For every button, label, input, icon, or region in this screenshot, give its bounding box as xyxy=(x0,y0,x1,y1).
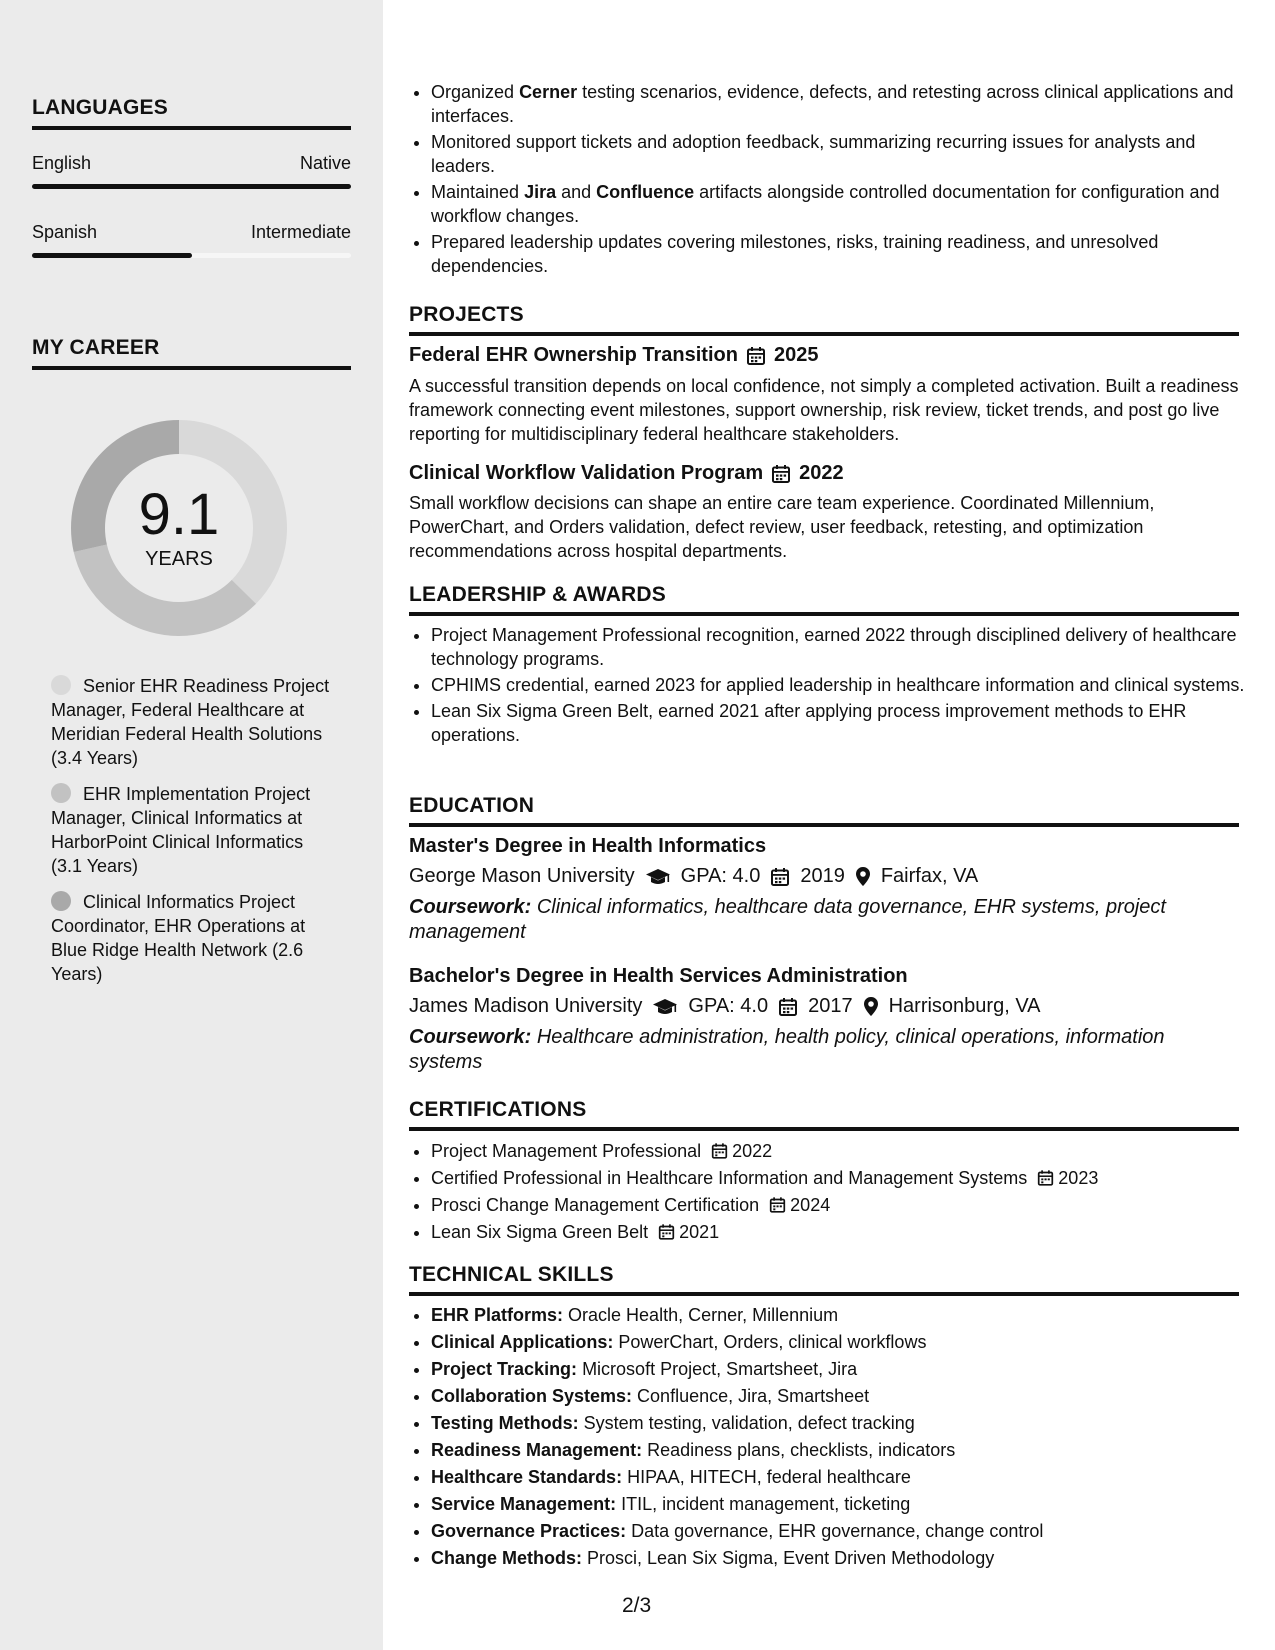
list-item: • Lean Six Sigma Green Belt, earned 2021 after applying process improvement methods to EHR operations. xyxy=(431,699,1249,747)
years-label: YEARS xyxy=(145,547,213,570)
calendar-icon xyxy=(1037,1169,1054,1187)
career-item-text: EHR Implementation Project Manager, Clinical Informatics at HarborPoint Clinical Informatics (3.1 Years) xyxy=(51,784,311,876)
career-legend-dot xyxy=(51,891,71,911)
school-name: James Madison University xyxy=(409,995,643,1017)
location: Harrisonburg, VA xyxy=(888,995,1041,1017)
calendar-icon xyxy=(771,464,791,484)
skills-list xyxy=(409,1302,1249,1572)
list-item: • EHR Platforms: Oracle Health, Cerner, Millennium xyxy=(431,1302,1249,1329)
list-item: • Monitored support tickets and adoption feedback, summarizing recurring issues for analysts and leaders. xyxy=(431,130,1249,178)
list-item: • Project Management Professional recognition, earned 2022 through disciplined delivery of healthcare technology programs. xyxy=(431,623,1249,671)
language-row-english xyxy=(32,153,351,174)
list-item: • Readiness Management: Readiness plans, checklists, indicators xyxy=(431,1437,1249,1464)
list-item: • Service Management: ITIL, incident management, ticketing xyxy=(431,1491,1249,1518)
language-level: Native xyxy=(299,153,351,173)
calendar-icon xyxy=(778,997,798,1017)
graduation-cap-icon xyxy=(645,867,671,887)
certifications-heading: CERTIFICATIONS xyxy=(409,1098,1239,1131)
list-item: • Clinical Applications: PowerChart, Orders, clinical workflows xyxy=(431,1329,1249,1356)
project-title: Clinical Workflow Validation Program 2022 xyxy=(409,462,844,484)
language-name: Spanish xyxy=(32,222,98,242)
list-item: • Testing Methods: System testing, validation, defect tracking xyxy=(431,1410,1249,1437)
list-item: • Certified Professional in Healthcare Information and Management Systems 2023 xyxy=(431,1166,1249,1190)
list-item: • Prosci Change Management Certification 2024 xyxy=(431,1193,1249,1217)
career-item xyxy=(51,674,336,770)
certifications-list xyxy=(409,1139,1249,1247)
total-years-number: 9.1 xyxy=(138,481,220,547)
skills-heading: TECHNICAL SKILLS xyxy=(409,1263,1239,1296)
leadership-heading: LEADERSHIP & AWARDS xyxy=(409,583,1239,616)
calendar-icon xyxy=(746,346,766,366)
language-name: English xyxy=(32,153,92,173)
calendar-icon xyxy=(770,867,790,887)
career-donut-center xyxy=(64,413,294,643)
education-heading: EDUCATION xyxy=(409,794,1239,827)
language-row-spanish xyxy=(32,222,351,243)
map-pin-icon xyxy=(863,996,879,1017)
language-level: Intermediate xyxy=(250,222,351,242)
list-item: • Maintained Jira and Confluence artifacts alongside controlled documentation for configuration and workflow changes. xyxy=(431,180,1249,228)
project-title: Federal EHR Ownership Transition 2025 xyxy=(409,344,819,366)
leadership-list xyxy=(409,623,1249,749)
list-item: • Lean Six Sigma Green Belt 2021 xyxy=(431,1220,1249,1244)
coursework: Coursework: Healthcare administration, health policy, clinical operations, information systems xyxy=(409,1026,1165,1073)
list-item: • Governance Practices: Data governance, EHR governance, change control xyxy=(431,1518,1249,1545)
project-description: Small workflow decisions can shape an entire care team experience. Coordinated Millennium, PowerChart, and Orders validation, defect review, user feedback, retesting, and optimization recommendations across hospital departments. xyxy=(409,493,1155,561)
language-bar-english xyxy=(32,184,351,189)
language-bar-fill xyxy=(32,253,192,258)
career-legend-dot xyxy=(51,675,71,695)
graduation-year: 2017 xyxy=(808,995,853,1017)
career-item xyxy=(51,890,336,986)
school-name: George Mason University xyxy=(409,865,635,887)
career-item-text: Senior EHR Readiness Project Manager, Federal Healthcare at Meridian Federal Health Solutions (3.4 Years) xyxy=(51,676,330,768)
calendar-icon xyxy=(711,1142,728,1160)
list-item: • Collaboration Systems: Confluence, Jira, Smartsheet xyxy=(431,1383,1249,1410)
list-item: • Healthcare Standards: HIPAA, HITECH, federal healthcare xyxy=(431,1464,1249,1491)
degree-title: Bachelor's Degree in Health Services Administration xyxy=(409,965,908,987)
graduation-year: 2019 xyxy=(800,865,845,887)
list-item: • Project Tracking: Microsoft Project, Smartsheet, Jira xyxy=(431,1356,1249,1383)
language-bar-fill xyxy=(32,184,351,189)
project-description: A successful transition depends on local confidence, not simply a completed activation. Built a readiness framework connecting event milestones, support ownership, risk review, ticket trends, and post go live reporting for multidisciplinary federal healthcare stakeholders. xyxy=(409,376,1239,444)
project-year: 2022 xyxy=(799,462,844,484)
experience-bullets xyxy=(409,80,1249,280)
coursework: Coursework: Clinical informatics, healthcare data governance, EHR systems, project management xyxy=(409,896,1166,943)
career-item-text: Clinical Informatics Project Coordinator, EHR Operations at Blue Ridge Health Network (2.6 Years) xyxy=(51,892,306,984)
list-item: • CPHIMS credential, earned 2023 for applied leadership in healthcare information and clinical systems. xyxy=(431,673,1249,697)
education-details xyxy=(409,865,978,888)
calendar-icon xyxy=(658,1223,675,1241)
projects-heading: PROJECTS xyxy=(409,303,1239,336)
location: Fairfax, VA xyxy=(880,865,979,887)
career-item xyxy=(51,782,336,878)
project-year: 2025 xyxy=(773,344,819,366)
language-bar-spanish xyxy=(32,253,351,258)
list-item: • Organized Cerner testing scenarios, evidence, defects, and retesting across clinical applications and interfaces. xyxy=(431,80,1249,128)
list-item: • Prepared leadership updates covering milestones, risks, training readiness, and unresolved dependencies. xyxy=(431,230,1249,278)
career-list xyxy=(51,674,336,998)
education-details xyxy=(409,995,1041,1018)
calendar-icon xyxy=(769,1196,786,1214)
gpa: GPA: 4.0 xyxy=(680,865,761,887)
career-legend-dot xyxy=(51,783,71,803)
list-item: • Change Methods: Prosci, Lean Six Sigma, Event Driven Methodology xyxy=(431,1545,1249,1572)
languages-heading: LANGUAGES xyxy=(32,96,351,130)
sidebar xyxy=(0,0,383,1650)
list-item: • Project Management Professional 2022 xyxy=(431,1139,1249,1163)
degree-title: Master's Degree in Health Informatics xyxy=(409,835,767,857)
graduation-cap-icon xyxy=(652,997,678,1017)
gpa: GPA: 4.0 xyxy=(688,995,769,1017)
career-heading: MY CAREER xyxy=(32,336,351,370)
main-content xyxy=(383,0,1275,1650)
page-number: 2/3 xyxy=(622,1594,652,1617)
map-pin-icon xyxy=(855,866,871,887)
